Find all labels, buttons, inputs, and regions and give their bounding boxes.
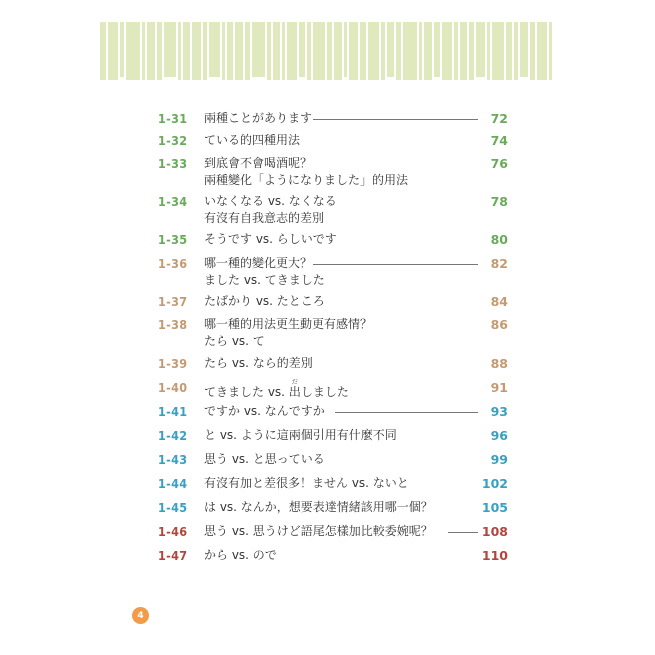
band-stripe — [469, 22, 474, 80]
band-stripe — [120, 22, 124, 77]
page-ref: 102 — [481, 476, 508, 491]
page-ref: 110 — [481, 548, 508, 563]
band-stripe — [549, 22, 552, 80]
toc-entry[interactable] — [158, 451, 508, 468]
toc-entry[interactable] — [158, 523, 508, 540]
toc-entry[interactable] — [158, 132, 508, 149]
band-stripe — [192, 22, 201, 80]
band-stripe — [514, 22, 518, 80]
band-stripe — [387, 22, 394, 77]
section-title-line: ました vs. てきました — [204, 273, 325, 287]
toc-entry[interactable] — [158, 193, 508, 227]
section-number: 1-42 — [158, 428, 188, 443]
leader-line — [335, 412, 478, 413]
page-ref: 93 — [490, 404, 508, 419]
band-stripe — [460, 22, 467, 80]
band-stripe — [227, 22, 233, 80]
section-title-line: 到底會不會喝酒呢？ — [204, 156, 313, 170]
band-stripe — [267, 22, 271, 80]
section-title-line: そうです vs. らしいです — [204, 232, 337, 246]
section-title-line: たら vs. なら的差別 — [204, 356, 313, 370]
section-title-line: ですか vs. なんですか — [204, 404, 325, 418]
toc-entry[interactable] — [158, 355, 508, 372]
section-title-line: 有沒有加と差很多！ません vs. ないと — [204, 476, 409, 490]
band-stripe — [183, 22, 190, 80]
page-ref: 78 — [490, 194, 508, 209]
section-number: 1-34 — [158, 194, 188, 209]
band-stripe — [178, 22, 181, 80]
section-number: 1-46 — [158, 524, 188, 539]
band-stripe — [403, 22, 417, 80]
page-ref: 88 — [490, 356, 508, 371]
section-title-line: たら vs. て — [204, 334, 265, 348]
leader-line — [313, 264, 478, 265]
toc-entry[interactable] — [158, 316, 508, 350]
toc-entry[interactable] — [158, 255, 508, 289]
section-title — [204, 316, 508, 350]
section-number: 1-41 — [158, 404, 188, 419]
page-ref: 82 — [490, 256, 508, 271]
section-title-line: 哪一種的變化更大？ — [204, 256, 313, 270]
band-stripe — [157, 22, 162, 80]
band-stripe — [327, 22, 332, 80]
band-stripe — [287, 22, 297, 80]
band-stripe — [506, 22, 512, 80]
page-ref: 91 — [490, 380, 508, 395]
band-stripe — [537, 22, 547, 80]
section-title — [204, 475, 508, 492]
section-number: 1-33 — [158, 156, 188, 171]
band-stripe — [164, 22, 176, 77]
section-title-line: 有沒有自我意志的差別 — [204, 211, 325, 225]
section-title — [204, 427, 508, 444]
leader-line — [313, 119, 478, 120]
band-stripe — [147, 22, 155, 80]
band-stripe — [419, 22, 422, 80]
section-title-line: は vs. なんか，想要表達情緒該用哪一個？ — [204, 500, 433, 514]
band-stripe — [454, 22, 458, 80]
section-title-line: と vs. ように這兩個引用有什麼不同 — [204, 428, 397, 442]
section-title — [204, 451, 508, 468]
section-number: 1-38 — [158, 317, 188, 332]
section-title-line: から vs. ので — [204, 548, 277, 562]
section-title-line: 兩種ことがあります — [204, 111, 313, 125]
section-number: 1-35 — [158, 232, 188, 247]
page-ref: 86 — [490, 317, 508, 332]
band-stripe — [307, 22, 311, 80]
section-number: 1-47 — [158, 548, 188, 563]
section-number: 1-43 — [158, 452, 188, 467]
section-title-line: いなくなる vs. なくなる — [204, 194, 337, 208]
section-title — [204, 499, 508, 516]
section-number: 1-45 — [158, 500, 188, 515]
section-title-line: てきました vs. 出だしました — [204, 379, 349, 399]
section-title-line: 兩種變化「ようになりました」的用法 — [204, 173, 409, 187]
section-title-line: たばかり vs. たところ — [204, 294, 325, 308]
band-stripe — [313, 22, 325, 80]
band-stripe — [487, 22, 490, 80]
page-ref: 80 — [490, 232, 508, 247]
section-title-line: 哪一種的用法更生動更有感情？ — [204, 317, 373, 331]
band-stripe — [334, 22, 342, 80]
toc-entry[interactable] — [158, 379, 508, 401]
section-title-line: ている的四種用法 — [204, 133, 301, 147]
band-stripe — [273, 22, 280, 80]
page-ref: 74 — [490, 133, 508, 148]
section-title — [204, 355, 508, 372]
band-stripe — [108, 22, 118, 80]
section-title-line: 思う vs. 思うけど語尾怎樣加比較委婉呢？ — [204, 524, 433, 538]
section-title — [204, 547, 508, 564]
band-stripe — [245, 22, 250, 80]
page-ref: 76 — [490, 156, 508, 171]
page-ref: 84 — [490, 294, 508, 309]
band-stripe — [424, 22, 432, 80]
band-stripe — [100, 22, 106, 80]
section-title — [204, 379, 508, 401]
band-stripe — [282, 22, 285, 80]
leader-line — [448, 532, 478, 533]
section-title — [204, 155, 508, 189]
section-number: 1-44 — [158, 476, 188, 491]
page-ref: 72 — [490, 111, 508, 126]
band-stripe — [222, 22, 225, 80]
band-stripe — [476, 22, 485, 77]
toc-entry[interactable] — [158, 231, 508, 248]
toc-entry[interactable] — [158, 110, 508, 127]
section-number: 1-32 — [158, 133, 188, 148]
section-title-line: 思う vs. と思っている — [204, 452, 325, 466]
band-stripe — [530, 22, 535, 80]
section-title — [204, 293, 508, 310]
band-stripe — [252, 22, 265, 77]
band-stripe — [434, 22, 440, 77]
toc-entry[interactable] — [158, 403, 508, 420]
toc-entry[interactable] — [158, 293, 508, 310]
page-ref: 108 — [481, 524, 508, 539]
band-stripe — [142, 22, 145, 80]
band-stripe — [235, 22, 243, 80]
section-title — [204, 193, 508, 227]
section-number: 1-36 — [158, 256, 188, 271]
section-title — [204, 132, 508, 149]
band-stripe — [299, 22, 305, 77]
page-number-badge: 4 — [132, 607, 149, 624]
band-stripe — [126, 22, 140, 80]
toc-entry[interactable] — [158, 155, 508, 189]
toc-entry[interactable] — [158, 475, 508, 492]
decorative-header-band — [100, 22, 556, 80]
band-stripe — [381, 22, 385, 80]
section-number: 1-40 — [158, 380, 188, 395]
page-ref: 105 — [481, 500, 508, 515]
section-title — [204, 255, 508, 289]
band-stripe — [344, 22, 347, 77]
band-stripe — [492, 22, 504, 80]
toc-entry[interactable] — [158, 499, 508, 516]
page-ref: 99 — [490, 452, 508, 467]
band-stripe — [203, 22, 207, 80]
section-number: 1-31 — [158, 111, 188, 126]
band-stripe — [368, 22, 379, 80]
toc-entry[interactable] — [158, 547, 508, 564]
section-title — [204, 231, 508, 248]
band-stripe — [360, 22, 366, 80]
section-number: 1-37 — [158, 294, 188, 309]
page-ref: 96 — [490, 428, 508, 443]
section-number: 1-39 — [158, 356, 188, 371]
band-stripe — [520, 22, 528, 77]
band-stripe — [209, 22, 220, 77]
toc-entry[interactable] — [158, 427, 508, 444]
band-stripe — [396, 22, 401, 80]
band-stripe — [442, 22, 452, 80]
band-stripe — [349, 22, 358, 80]
